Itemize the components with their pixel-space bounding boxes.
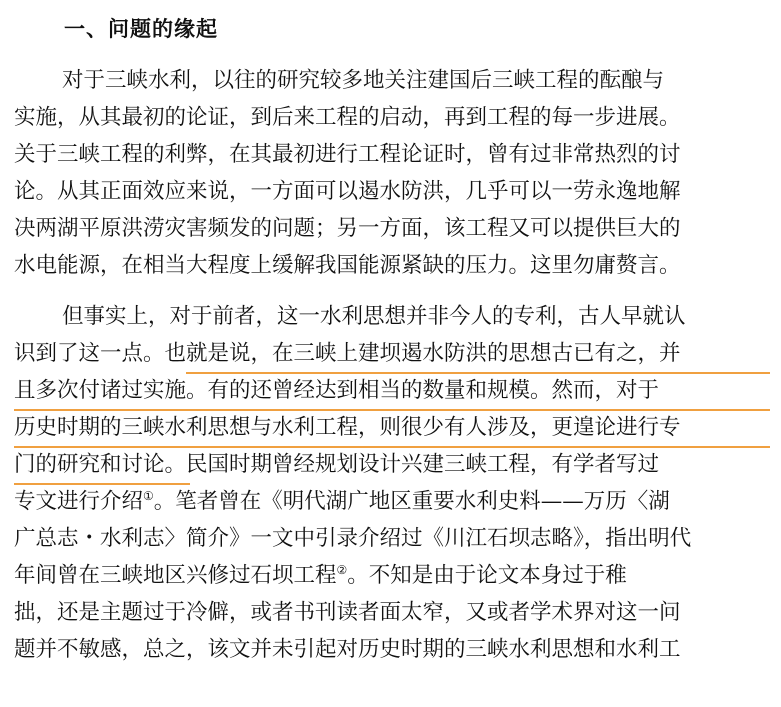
paragraph-line: 对于三峡水利，以往的研究较多地关注建国后三峡工程的酝酿与 — [62, 68, 665, 93]
paragraph-line: 门的研究和讨论。民国时期曾经规划设计兴建三峡工程，有学者写过 — [14, 452, 660, 477]
highlight-underline — [14, 446, 770, 448]
paragraph-line — [14, 559, 774, 593]
paragraph-line: 广总志・水利志〉简介》一文中引录介绍过《川江石坝志略》，指出明代 — [14, 526, 692, 551]
paragraph-line: 题并不敏感，总之，该文并未引起对历史时期的三峡水利思想和水利工 — [14, 637, 681, 662]
highlight-underline — [186, 372, 770, 374]
line-text: 。不知是由于论文本身过于稚 — [347, 563, 627, 588]
paragraph-line: 且多次付诸过实施。有的还曾经达到相当的数量和规模。然而，对于 — [14, 378, 660, 403]
paragraph-line: 但事实上，对于前者，这一水利思想并非今人的专利，古人早就认 — [62, 304, 686, 329]
paragraph-line: 关于三峡工程的利弊，在其最初进行工程论证时，曾有过非常热烈的讨 — [14, 142, 681, 167]
paragraph-line: 拙，还是主题过于冷僻，或者书刊读者面太窄，又或者学术界对这一问 — [14, 600, 681, 625]
line-text: 年间曾在三峡地区兴修过石坝工程 — [14, 563, 337, 588]
footnote-ref-2[interactable]: ② — [336, 562, 348, 577]
paragraph-line: 实施，从其最初的论证，到后来工程的启动，再到工程的每一步进展。 — [14, 105, 681, 130]
paragraph-line: 识到了这一点。也就是说，在三峡上建坝遏水防洪的思想古已有之，并 — [14, 341, 681, 366]
highlight-underline — [14, 483, 190, 485]
highlight-underline — [14, 409, 770, 411]
paragraph-line: 水电能源，在相当大程度上缓解我国能源紧缺的压力。这里勿庸赘言。 — [14, 253, 681, 278]
footnote-ref-1[interactable]: ① — [143, 488, 154, 503]
line-text: 。笔者曾在《明代湖广地区重要水利史料——万历〈湖 — [153, 489, 670, 514]
section-heading: 一、问题的缘起 — [64, 17, 218, 41]
paragraph-line: 历史时期的三峡水利思想与水利工程，则很少有人涉及，更遑论进行专 — [14, 415, 681, 440]
paragraph-line: 论。从其正面效应来说，一方面可以遏水防洪，几乎可以一劳永逸地解 — [14, 179, 681, 204]
line-text: 专文进行介绍 — [14, 489, 144, 514]
paragraph-line — [14, 485, 774, 519]
paragraph-line: 决两湖平原洪涝灾害频发的问题；另一方面，该工程又可以提供巨大的 — [14, 216, 681, 241]
